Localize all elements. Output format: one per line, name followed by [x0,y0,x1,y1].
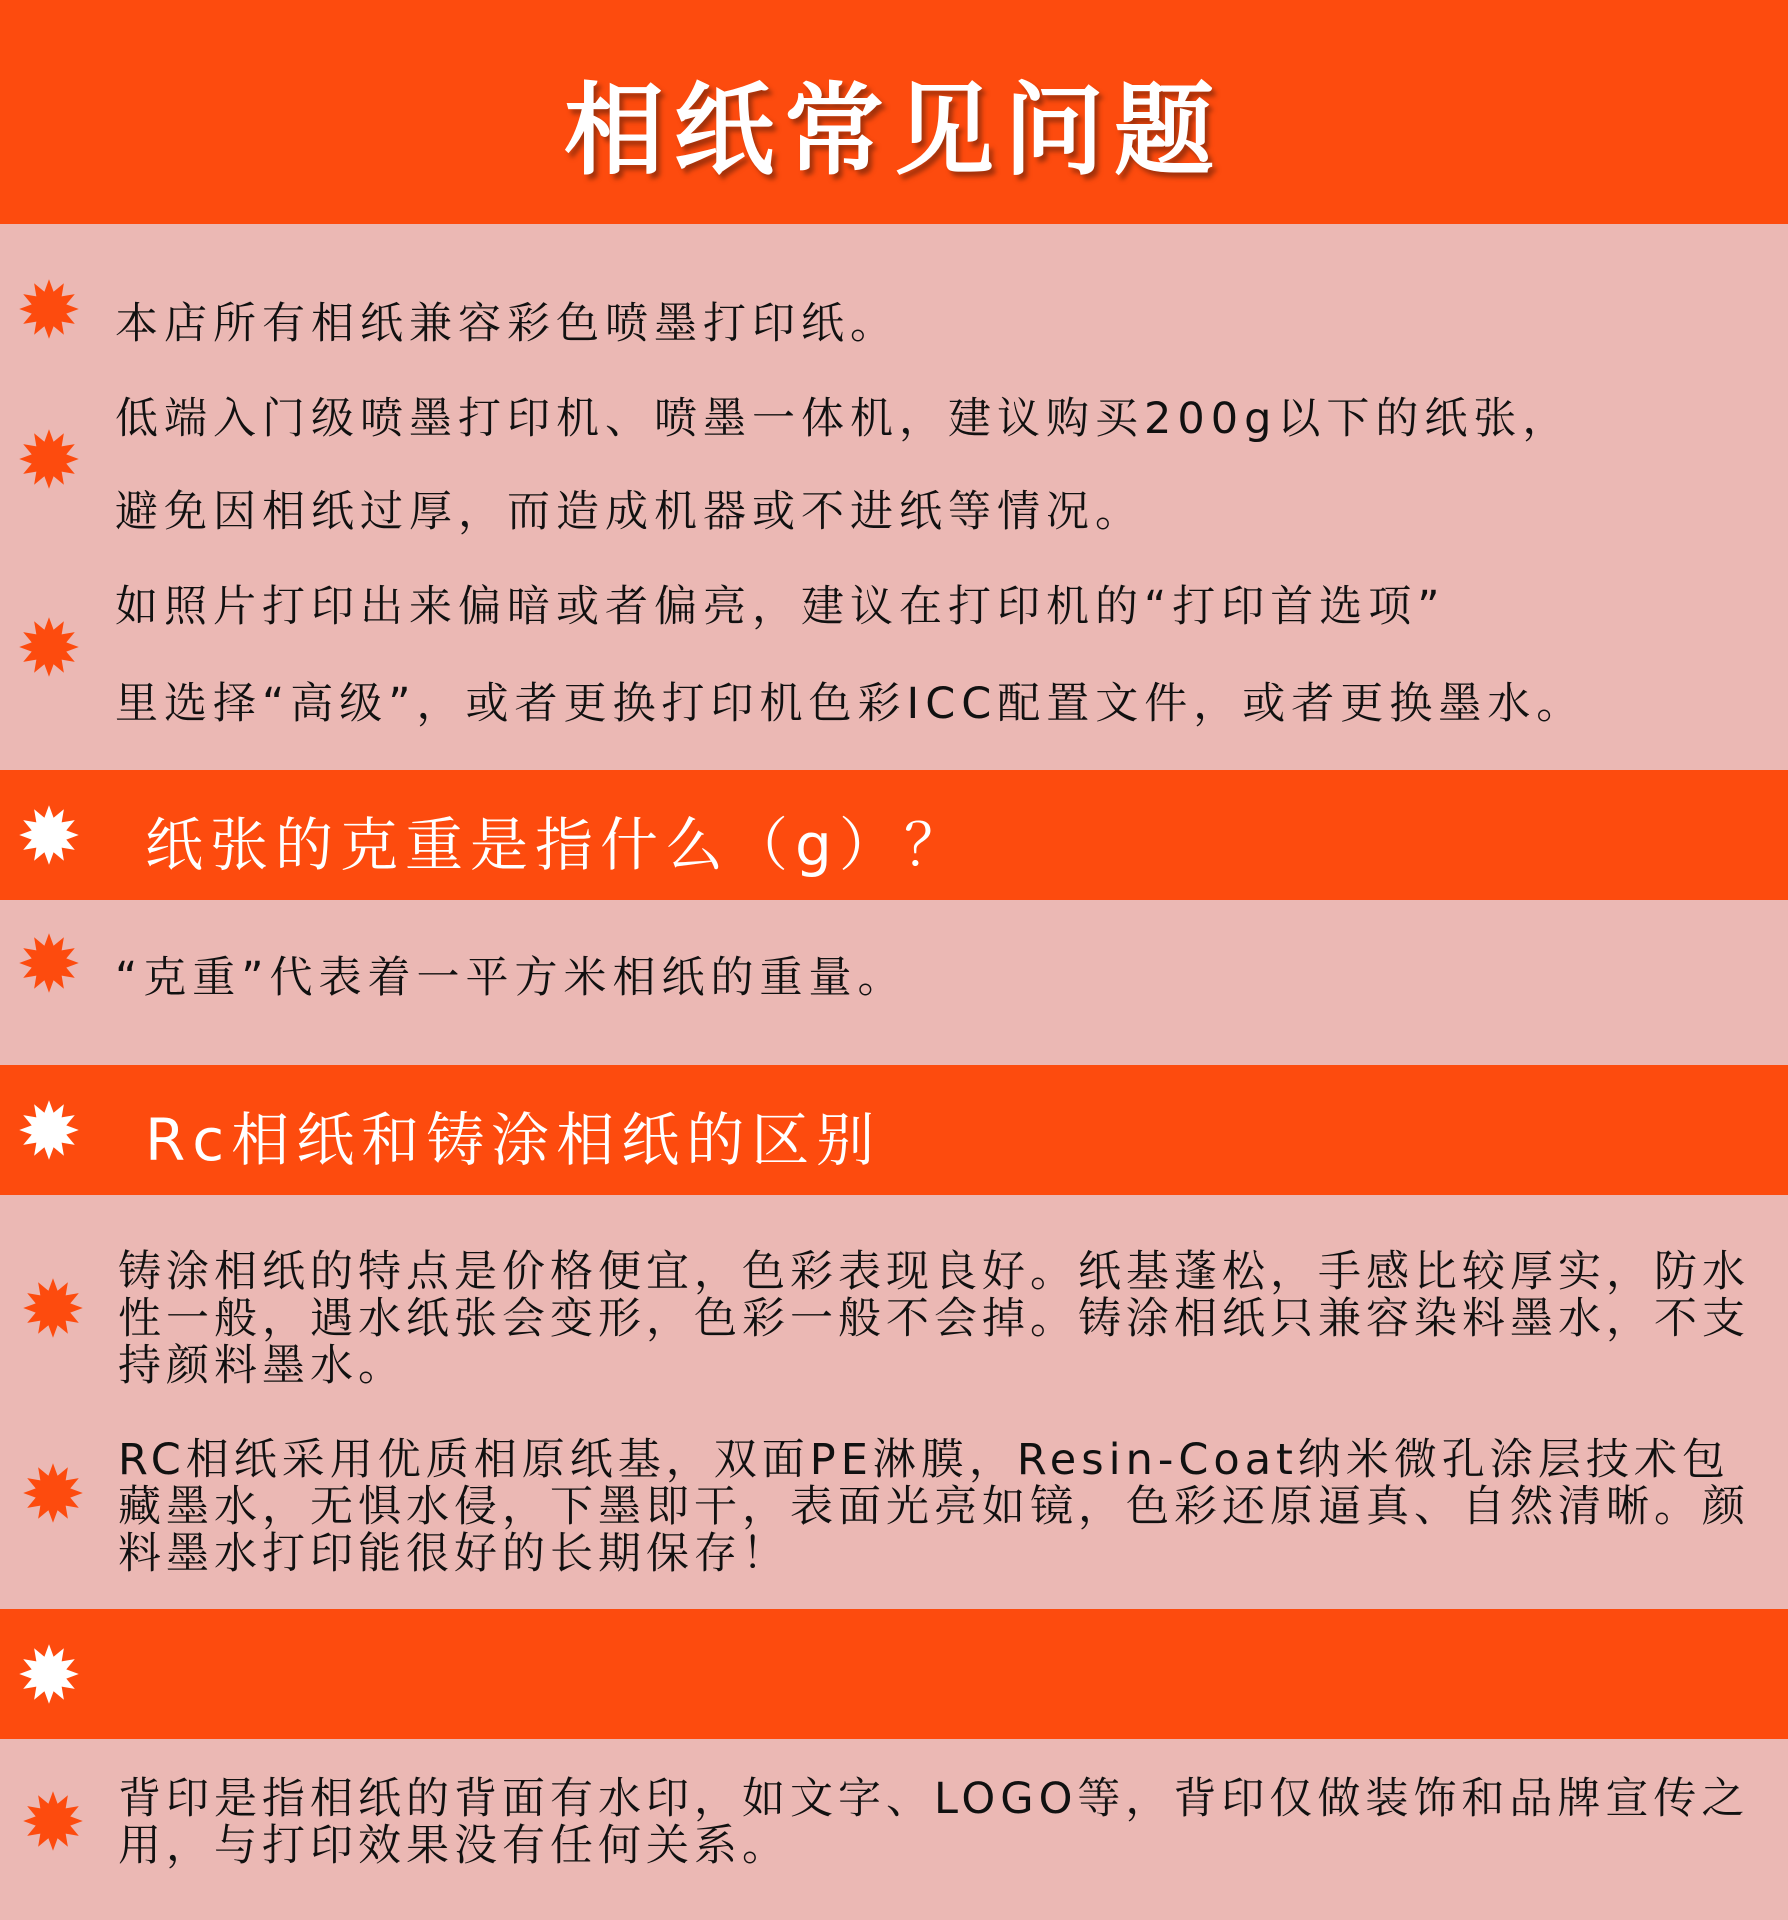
burst-icon [18,616,80,678]
burst-icon [18,428,80,490]
section-3-item-1: 背印是指相纸的背面有水印，如文字、LOGO等，背印仅做装饰和品牌宣传之用，与打印效果没有任何关系。 [118,1774,1750,1871]
intro-item-2-line-1: 低端入门级喷墨打印机、喷墨一体机，建议购买200g以下的纸张， [115,394,1572,444]
burst-icon-white [18,804,80,866]
burst-icon-white [18,1099,80,1161]
intro-item-2-line-2: 避免因相纸过厚，而造成机器或不进纸等情况。 [115,487,1144,537]
intro-item-3-line-2: 里选择“高级”，或者更换打印机色彩ICC配置文件，或者更换墨水。 [115,679,1586,729]
section-title: 纸张的克重是指什么（g）？ [145,811,969,879]
section-1-item-1: “克重”代表着一平方米相纸的重量。 [115,953,907,1003]
section-2-item-2: RC相纸采用优质相原纸基，双面PE淋膜，Resin-Coat纳米微孔涂层技术包藏墨水，无惧水侵，下墨即干，表面光亮如镜，色彩还原逼真、自然清晰。颜料墨水打印能很好的长期保存！ [118,1435,1750,1579]
section-2-item-1: 铸涂相纸的特点是价格便宜，色彩表现良好。纸基蓬松，手感比较厚实，防水性一般，遇水纸张会变形，色彩一般不会掉。铸涂相纸只兼容染料墨水，不支持颜料墨水。 [118,1247,1750,1391]
section-title: Rc相纸和铸涂相纸的区别 [145,1106,882,1174]
burst-icon [22,1790,84,1852]
section-heading-bar [0,1609,1788,1739]
intro-item-3-line-1: 如照片打印出来偏暗或者偏亮，建议在打印机的“打印首选项” [115,582,1446,632]
burst-icon [22,1277,84,1339]
section-heading-bar [0,770,1788,900]
burst-icon [18,932,80,994]
page-title: 相纸常见问题 [564,72,1224,189]
burst-icon-white [18,1643,80,1705]
section-heading-bar [0,1065,1788,1195]
burst-icon [18,278,80,340]
intro-item-1: 本店所有相纸兼容彩色喷墨打印纸。 [115,299,899,349]
burst-icon [22,1462,84,1524]
title-banner [0,0,1788,224]
